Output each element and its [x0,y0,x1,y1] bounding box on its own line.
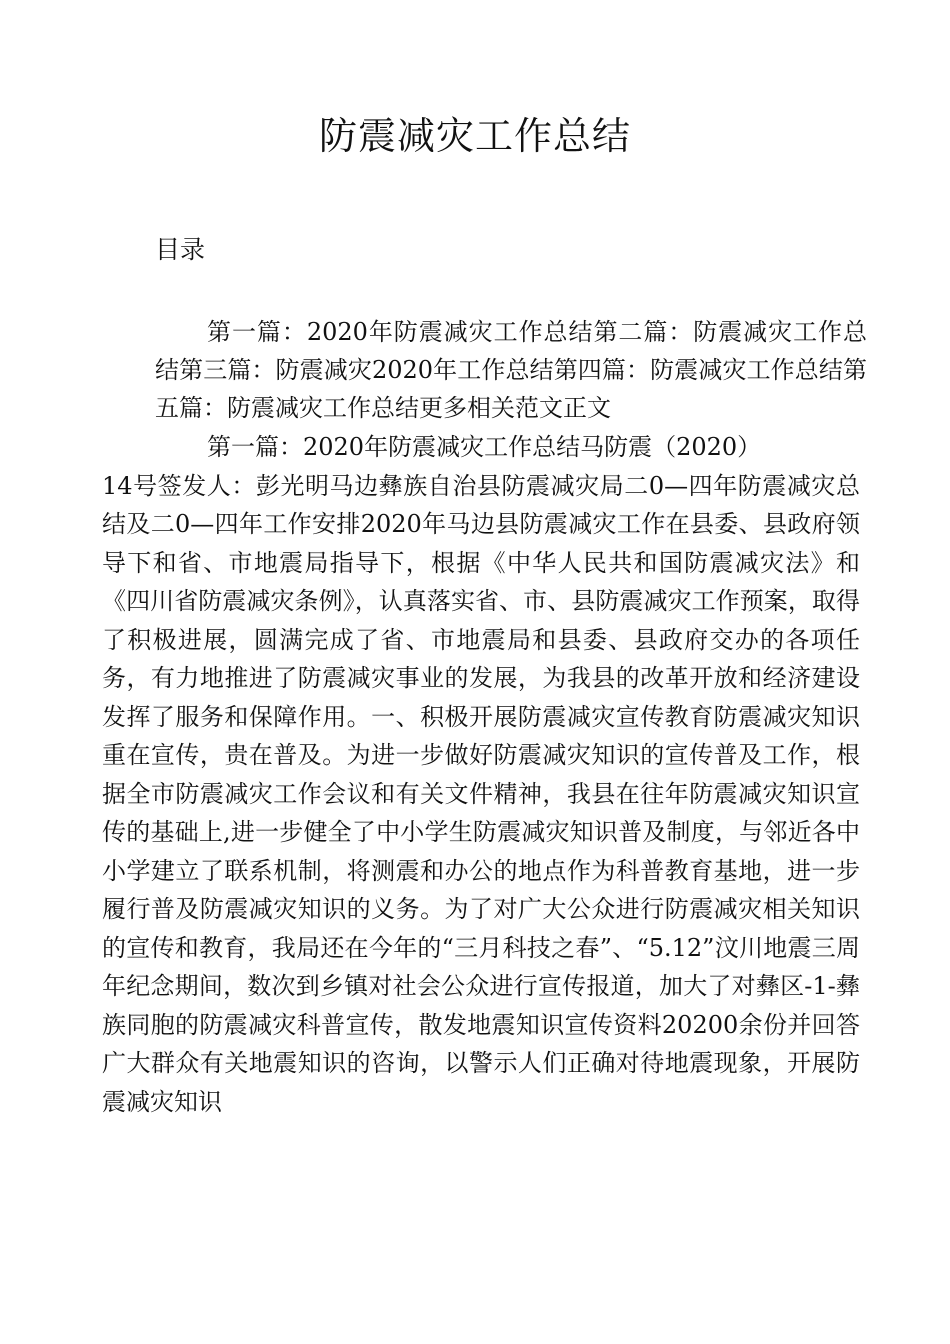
body-paragraph [102,428,860,1121]
toc-paragraph: 第一篇：2020年防震减灾工作总结第二篇：防震减灾工作总结第三篇：防震减灾2020年工作总结第四篇：防震减灾工作总结第五篇：防震减灾工作总结更多相关范文正文 [155,318,867,422]
toc-heading: 目录 [155,235,206,264]
body-first-line: 第一篇：2020年防震减灾工作总结马防震（2020） [207,433,762,461]
body-text: 14号签发人：彭光明马边彝族自治县防震减灾局二0—四年防震减灾总结及二0—四年工作安排2020年马边县防震减灾工作在县委、县政府领导下和省、市地震局指导下，根据《中华人民共和国防震减灾法》和《四川省防震减灾条例》，认真落实省、市、县防震减灾工作预案，取得了积极进展，圆满完成了省、市地震局和县委、县政府交办的各项任务，有力地推进了防震减灾事业的发展，为我县的改革开放和经济建设发挥了服务和保障作用。一、积极开展防震减灾宣传教育防震减灾知识重在宣传，贵在普及。为进一步做好防震减灾知识的宣传普及工作，根据全市防震减灾工作会议和有关文件精神，我县在往年防震减灾知识宣传的基础上,进一步健全了中小学生防震减灾知识普及制度，与邻近各中小学建立了联系机制，将测震和办公的地点作为科普教育基地，进一步履行普及防震减灾知识的义务。为了对广大公众进行防震减灾相关知识的宣传和教育，我局还在今年的“三月科技之春”、“5.12”汶川地震三周年纪念期间，数次到乡镇对社会公众进行宣传报道，加大了对彝区-1-彝族同胞的防震减灾科普宣传，散发地震知识宣传资料20200余份并回答广大群众有关地震知识的咨询，以警示人们正确对待地震现象，开展防震减灾知识 [102,471,860,1116]
document-title: 防震减灾工作总结 [318,114,631,158]
